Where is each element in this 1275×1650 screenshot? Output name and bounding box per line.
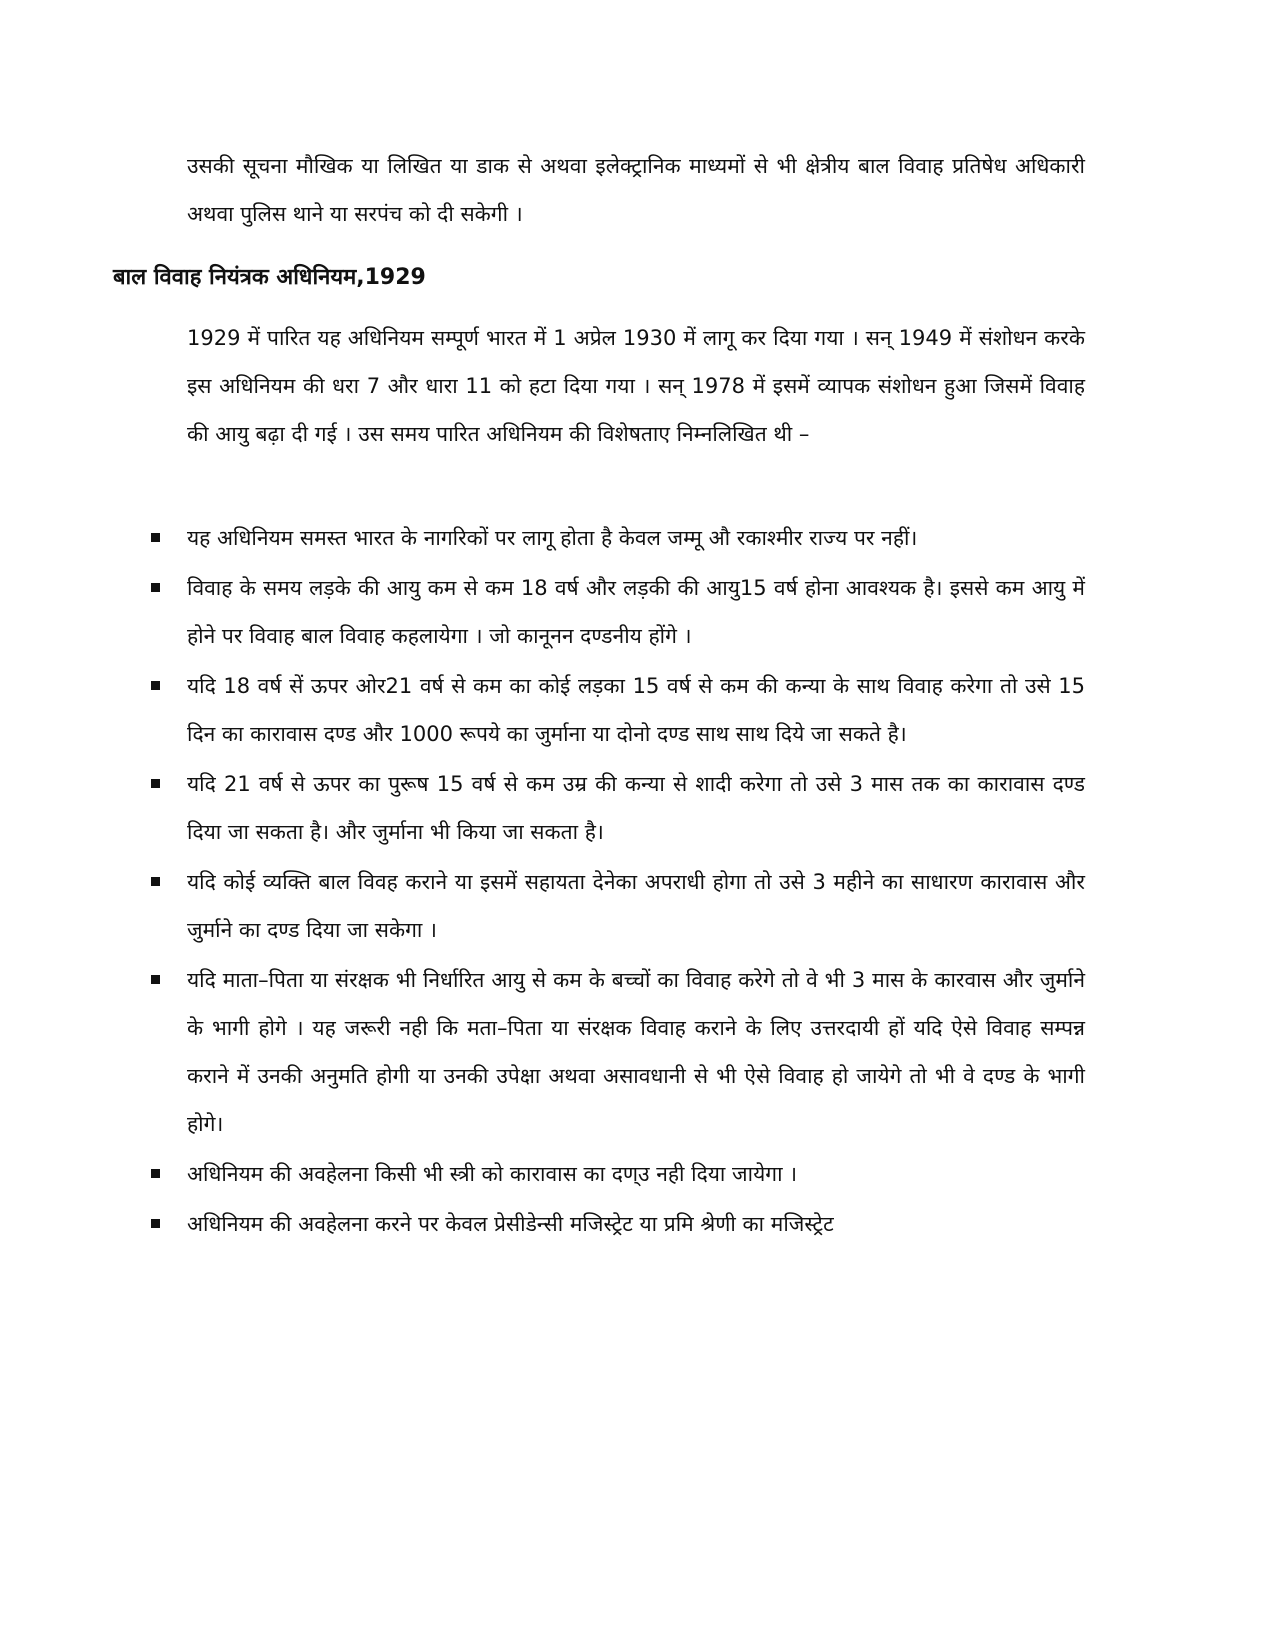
intro-paragraph: उसकी सूचना मौखिक या लिखित या डाक से अथवा इलेक्ट्रानिक माध्यमों से भी क्षेत्रीय बाल विवाह प्रतिषेध अधिकारी अथवा पुलिस थाने या सरपंच को दी सकेगी । <box>187 154 1085 226</box>
list-item-text: यह अधिनियम समस्त भारत के नागरिकों पर लागू होता है केवल जम्मू औ रकाश्मीर राज्य पर नहीं। <box>187 526 918 550</box>
square-bullet-icon <box>151 1169 160 1178</box>
list-item-text: यदि 18 वर्ष सें ऊपर ओर21 वर्ष से कम का कोई लड़का 15 वर्ष से कम की कन्या के साथ विवाह करेगा तो उसे 15 दिन का कारावास दण्ड और 1000 रूपये का जुर्माना या दोनो दण्ड साथ साथ दिये जा सकते है। <box>187 674 1085 746</box>
square-bullet-icon <box>151 877 160 886</box>
list-item-text: यदि माता–पिता या संरक्षक भी निर्धारित आयु से कम के बच्चों का विवाह करेगे तो वे भी 3 मास के कारवास और जुर्माने के भागी होगे । यह जरूरी नही कि मता–पिता या संरक्षक विवाह कराने के लिए उत्तरदायी हों यदि ऐसे विवाह सम्पन्न कराने में उनकी अनुमति होगी या उनकी उपेक्षा अथवा असावधानी से भी ऐसे विवाह हो जायेगे तो भी वे दण्ड के भागी होगे। <box>187 968 1085 1136</box>
list-item-text: अधिनियम की अवहेलना किसी भी स्त्री को कारावास का दण्उ नही दिया जायेगा । <box>187 1162 798 1186</box>
list-item <box>0 1200 1275 1248</box>
list-item <box>0 858 1275 954</box>
square-bullet-icon <box>151 583 160 592</box>
list-item <box>0 514 1275 562</box>
features-list <box>0 514 1275 1250</box>
square-bullet-icon <box>151 533 160 542</box>
list-item-text: विवाह के समय लड़के की आयु कम से कम 18 वर्ष और लड़की की आयु15 वर्ष होना आवश्यक है। इससे कम आयु में होने पर विवाह बाल विवाह कहलायेगा । जो कानूनन दण्डनीय होंगे । <box>187 576 1085 648</box>
list-item-text: यदि 21 वर्ष से ऊपर का पुरूष 15 वर्ष से कम उम्र की कन्या से शादी करेगा तो उसे 3 मास तक का कारावास दण्ड दिया जा सकता है। और जुर्माना भी किया जा सकता है। <box>187 772 1085 844</box>
list-item <box>0 956 1275 1148</box>
square-bullet-icon <box>151 1219 160 1228</box>
section-paragraph: 1929 में पारित यह अधिनियम सम्पूर्ण भारत में 1 अप्रेल 1930 में लागू कर दिया गया । सन् 1949 में संशोधन करके इस अधिनियम की धरा 7 और धारा 11 को हटा दिया गया । सन् 1978 में इसमें व्यापक संशोधन हुआ जिसमें विवाह की आयु बढ़ा दी गई । उस समय पारित अधिनियम की विशेषताए निम्नलिखित थी – <box>187 326 1085 446</box>
list-item <box>0 564 1275 660</box>
square-bullet-icon <box>151 975 160 984</box>
square-bullet-icon <box>151 681 160 690</box>
list-item <box>0 760 1275 856</box>
list-item-text: अधिनियम की अवहेलना करने पर केवल प्रेसीडेन्सी मजिस्ट्रेट या प्रमि श्रेणी का मजिस्ट्रेट <box>187 1212 834 1236</box>
list-item-text: यदि कोई व्यक्ति बाल विवह कराने या इसमें सहायता देनेका अपराधी होगा तो उसे 3 महीने का साधारण कारावास और जुर्माने का दण्ड दिया जा सकेगा । <box>187 870 1085 942</box>
list-item <box>0 662 1275 758</box>
list-item <box>0 1150 1275 1198</box>
square-bullet-icon <box>151 779 160 788</box>
section-heading: बाल विवाह नियंत्रक अधिनियम,1929 <box>113 265 426 290</box>
